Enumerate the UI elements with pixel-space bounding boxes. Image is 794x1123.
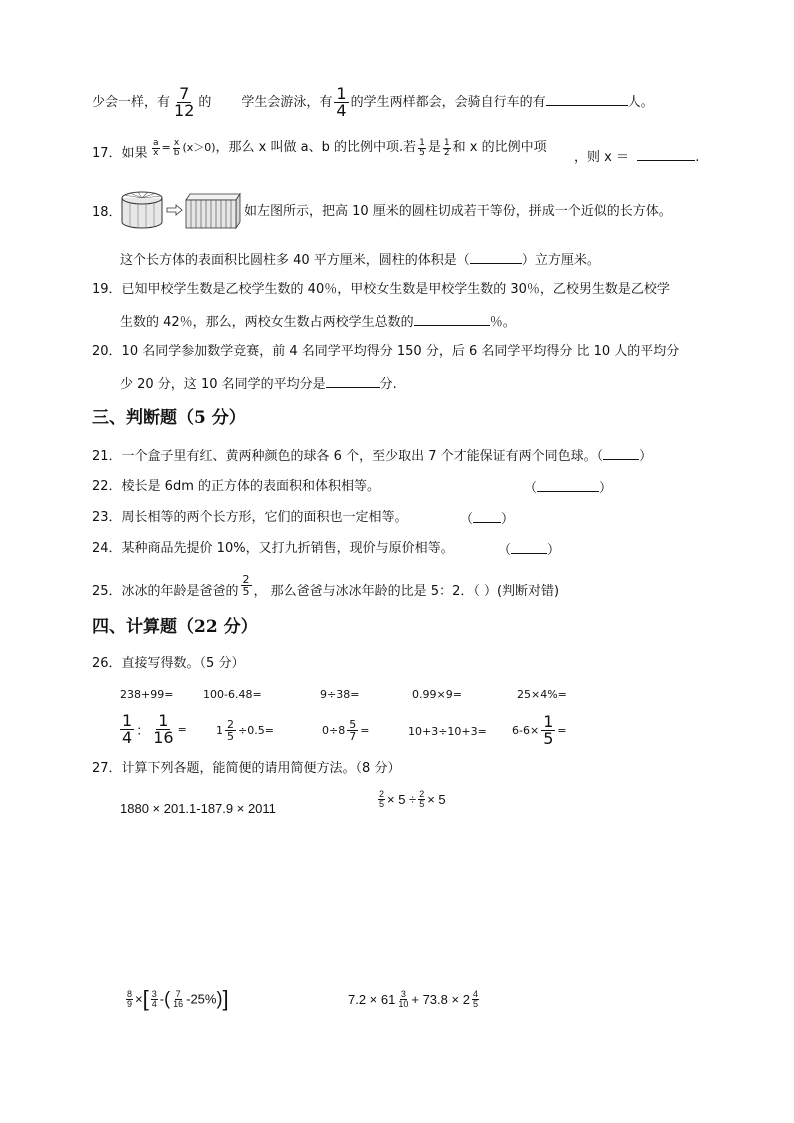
q26-r2-c2: 1 $\frac{2}{5}$ ÷0.5= — [216, 718, 274, 743]
q25-line — [92, 573, 560, 606]
section-4-heading: 四、计算题（22 分） — [92, 617, 258, 637]
q26-r1-c2: 100-6.48= — [203, 688, 262, 701]
q16-text-a: 少会一样，有 — [92, 95, 171, 110]
q16-text-d: 的学生两样都会，会骑自行车的有 — [350, 95, 546, 110]
q17-frac-2: $\frac{1}{2}$ — [443, 137, 450, 158]
q24-answer-blank[interactable] — [511, 539, 547, 554]
q27-title: 27．计算下列各题，能简便的请用简便方法。（8 分） — [92, 761, 401, 776]
q19-text-a: 生数的 42％，那么，两校女生数占两校学生总数的 — [120, 315, 414, 330]
q16-text-e: 人。 — [627, 95, 654, 110]
q18-answer-blank[interactable] — [470, 249, 522, 264]
q25-text-b: ， 那么爸爸与冰冰年龄的比是 5：2．（ ）(判断对错) — [253, 584, 560, 599]
q16-fraction-1: $\frac{7}{12}$ — [174, 84, 195, 120]
q16-answer-blank[interactable] — [546, 91, 628, 106]
q19-line-1: 19．已知甲校学生数是乙校学生数的 40％，甲校女生数是甲校学生数的 30％，乙校男生数是乙校学 — [92, 282, 670, 297]
q26-r2-c5: 6-6× $\frac{1}{5}$ = — [512, 712, 567, 748]
q24-line — [92, 539, 454, 559]
q26-r2-c1: $\frac{1}{4}$ ： $\frac{1}{16}$ = — [122, 711, 187, 747]
q26-r1-c3: 9÷38= — [320, 688, 360, 701]
q17-text-a: ，那么 x 叫做 a、b 的比例中项.若 — [215, 140, 417, 155]
q26-r2-c3: 0÷8 $\frac{5}{7}$ = — [322, 718, 370, 743]
q17-definition: $\frac{a}{x}$ = $\frac{x}{b}$ (x＞0)，那么 x 叫做 a、b 的比例中项.若 $\frac{1}{5}$ 是 $\frac{1}{2}$ 和 x 的比例中项 — [153, 137, 547, 158]
q22-line — [92, 477, 380, 497]
q20-text-b: 分. — [379, 377, 397, 392]
q26-r1-c5: 25×4%= — [517, 688, 567, 701]
q24-answer: （ ） — [498, 539, 560, 561]
q17-def-frac-right: $\frac{x}{b}$ — [173, 137, 180, 158]
q25-text-a: 25．冰冰的年龄是爸爸的 — [92, 584, 239, 599]
q27-problem-1: 1880 × 201.1-187.9 × 2011 — [120, 801, 276, 816]
q21-line — [92, 445, 652, 467]
q17-def-frac-left: $\frac{a}{x}$ — [153, 137, 159, 158]
q26-r2-c4: 10+3÷10+3= — [408, 725, 487, 738]
q20-line-2 — [120, 373, 397, 395]
q27-problem-4: 7.2 × 61 $\frac{3}{10}$ + 73.8 × 2 $\frac{4}{5}$ — [348, 989, 478, 1009]
q20-line-1: 20．10 名同学参加数学竞赛，前 4 名同学平均得分 150 分，后 6 名同学平均得分 比 10 人的平均分 — [92, 344, 680, 359]
q27-problem-2: $\frac{2}{5}$ × 5 ÷ $\frac{2}{5}$ × 5 — [379, 789, 446, 809]
section-3-heading: 三、判断题（5 分） — [92, 408, 246, 428]
q22-text: 22．棱长是 6dm 的正方体的表面积和体积相等。 — [92, 479, 380, 494]
q20-text-a: 少 20 分，这 10 名同学的平均分是 — [120, 377, 326, 392]
q18-text-b: 这个长方体的表面积比圆柱多 40 平方厘米，圆柱的体积是（ — [120, 253, 470, 268]
cylinder-to-cuboid-figure — [120, 190, 242, 230]
q23-answer: （ ） — [460, 508, 514, 530]
q23-line — [92, 508, 408, 528]
q17-number: 17．如果 — [92, 146, 148, 161]
cylinder-cuboid-diagram — [120, 190, 242, 230]
q17-is: 是 — [427, 140, 441, 155]
q21-close: ） — [639, 449, 653, 464]
q16-line — [92, 86, 654, 119]
q18-text-c: ）立方厘米。 — [521, 253, 600, 268]
q17-answer-blank[interactable] — [637, 146, 695, 161]
q18-text-a: 如左图所示，把高 10 厘米的圆柱切成若干等份，拼成一个近似的长方体。 — [244, 204, 672, 219]
q16-fraction-2: $\frac{1}{4}$ — [336, 84, 347, 120]
q19-line-2 — [120, 311, 516, 333]
q26-r1-c1: 238+99= — [120, 688, 174, 701]
q16-text-b: 的 — [198, 95, 212, 110]
q26-title: 26．直接写得数。（5 分） — [92, 656, 245, 671]
q23-answer-blank[interactable] — [473, 508, 501, 523]
q17-end: . — [695, 150, 700, 165]
q26-r1-c4: 0.99×9= — [412, 688, 462, 701]
q17-text-c: ，则 x ＝ — [574, 150, 629, 165]
q19-answer-blank[interactable] — [414, 311, 490, 326]
q17-text-b: 和 x 的比例中项 — [452, 140, 547, 155]
q21-answer-blank[interactable] — [603, 445, 639, 460]
q17-frac-1: $\frac{1}{5}$ — [419, 137, 425, 158]
q22-answer-blank[interactable] — [537, 477, 599, 492]
q21-text: 21．一个盒子里有红、黄两种颜色的球各 6 个，至少取出 7 个才能保证有两个同色球。（ — [92, 449, 604, 464]
q18-number: 18． — [92, 205, 122, 220]
q27-problem-3: $\frac{8}{9}$ ×[ $\frac{3}{4}$ -( $\frac{7}{16}$ -25%)] — [127, 986, 229, 1011]
q17-line — [92, 144, 148, 164]
q25-fraction: $\frac{2}{5}$ — [242, 573, 250, 598]
q19-text-b: ％。 — [489, 315, 516, 330]
q24-text: 24．某种商品先提价 10%，又打九折销售，现价与原价相等。 — [92, 541, 454, 556]
q17-condition: (x＞0) — [182, 141, 216, 154]
q20-answer-blank[interactable] — [326, 373, 380, 388]
q18-line-2 — [120, 249, 600, 271]
q22-answer: （ ） — [524, 477, 612, 499]
q23-text: 23．周长相等的两个长方形，它们的面积也一定相等。 — [92, 510, 408, 525]
q17-tail — [574, 146, 699, 168]
q16-text-c: 学生会游泳，有 — [241, 95, 333, 110]
